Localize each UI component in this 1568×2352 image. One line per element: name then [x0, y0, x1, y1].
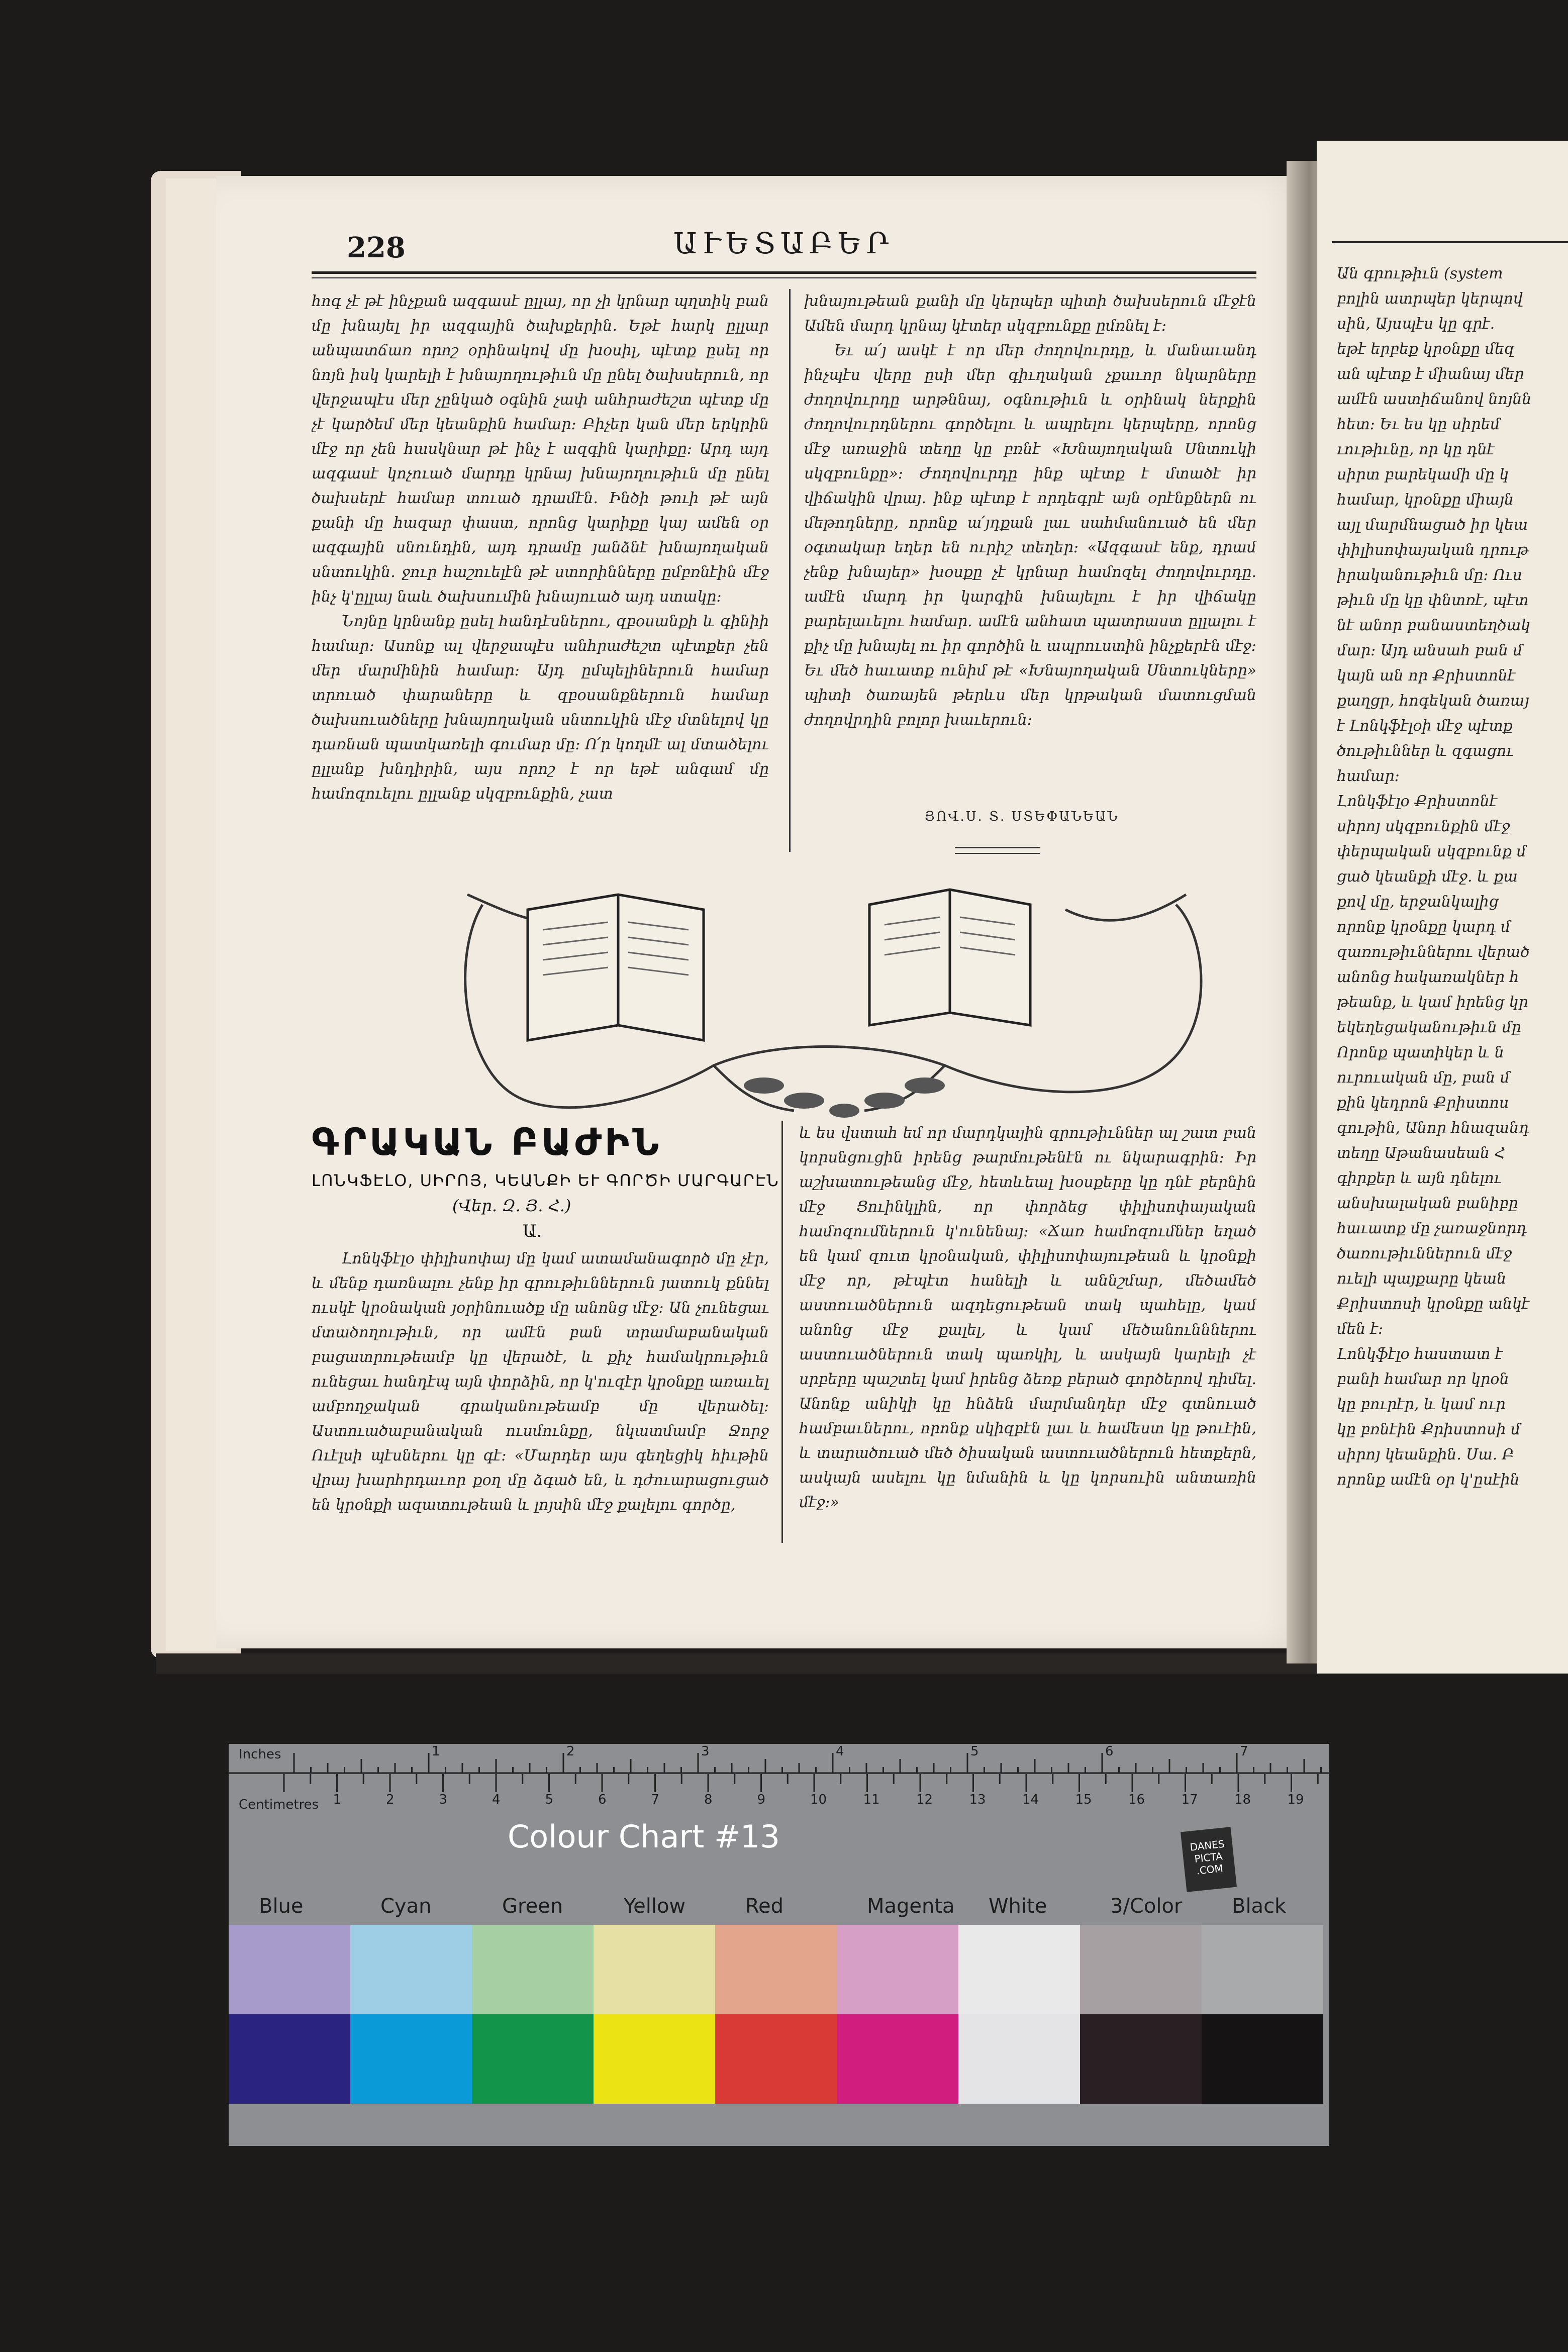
right-page-line: մեն է։	[1337, 1320, 1384, 1338]
article-signature: ՅՈՎ.Ս. Տ. ՍՏԵՓԱՆԵԱՆ	[925, 809, 1119, 824]
section-translator: (Վեր. Զ. Յ. Հ.)	[452, 1196, 571, 1215]
right-page-line: համար։	[1337, 767, 1400, 785]
colour-swatch-full	[958, 2014, 1080, 2104]
colour-swatch-full	[837, 2014, 958, 2104]
right-page-line: ամէն աստիճանով նոյնն	[1337, 390, 1532, 408]
right-page-line: գութին, Անոր հնազանդ	[1337, 1119, 1530, 1137]
right-page-line: ցած կեանքի մէջ. և քա	[1337, 868, 1518, 886]
section-title: ԳՐԱԿԱՆ ԲԱԺԻՆ	[312, 1121, 662, 1164]
right-page-header-rule	[1332, 241, 1568, 243]
ruler-inches-label: Inches	[239, 1747, 281, 1762]
inch-tick-label: 8	[1375, 1744, 1383, 1759]
right-page-line: բոլին ատրպեր կերպով	[1337, 290, 1523, 308]
colour-label: Yellow	[624, 1895, 686, 1918]
cm-tick-label: 6	[598, 1792, 607, 1807]
header-rule-thin	[312, 277, 1256, 278]
right-page-line: քաղցր, հոգեկան ծառայ	[1337, 692, 1529, 710]
section-letter: Ա.	[523, 1221, 542, 1241]
cm-tick-label: 19	[1287, 1792, 1304, 1807]
paragraph: Լոնկֆէլօ փիլիսոփայ մը կամ ատամանագործ մը չէր, և մենք դառնալու չենք իր գրութիւններուն յատուկ քննել ուսկէ կրօնական յօրինուածք մը անոնց մէջ։ Ան չունեցաւ մտածողութիւն, որ ամէն բան տրամաբանական բացատրութեամբ կը վերածէ, և քիչ համակրութիւն ունեցաւ հանդէպ այն փորձին, որ կ'ուզէր կրօնքը առաւել ամբողջական գրականութեամբ մը վերածել։ Աստուածաբանական ուսմունքը, նկատմամբ Ջորջ Ուէլսի պէսներու կը գէ։ «Մարդեր այս գեղեցիկ հիւթին վրայ խարհրդաւոր քօղ մը ձգած են, և դժուարացուցած են կրօնքի ազատութեան և լոյսին մէջ քալելու գործը,	[312, 1250, 769, 1514]
colour-swatch-full	[472, 2014, 594, 2104]
cm-tick-label: 7	[651, 1792, 660, 1807]
colour-label: Green	[502, 1895, 563, 1918]
right-page-line: թիւն մը կը փնտռէ, պէտ	[1337, 592, 1529, 609]
column-bottom-left	[312, 1246, 769, 1543]
right-page-line: տեղը Աթանասեան Հ	[1337, 1144, 1506, 1162]
inch-tick-label: 1	[432, 1744, 440, 1759]
right-page-line: կը բուրէր, և կամ ուր	[1337, 1396, 1506, 1413]
cm-tick-label: 18	[1234, 1792, 1251, 1807]
paragraph: խնայութեան քանի մը կերպեր պիտի ծախսերուն մէջէն Ամեն մարդ կրնայ կէտեր սկզբունքը ըմռնել է։	[804, 292, 1256, 335]
right-page-line: որոնք կրօնքը կարդ մ	[1337, 918, 1511, 936]
right-page-line: փիլիսոփայական դրութ	[1337, 541, 1529, 559]
right-page-line: իրականութիւն մը։ Ուս	[1337, 566, 1522, 584]
colour-label: Red	[745, 1895, 783, 1918]
signature-rule-thin	[955, 853, 1040, 854]
colour-chart	[229, 1744, 1383, 2146]
right-page-line: զառութիւններու վերած	[1337, 943, 1530, 961]
right-page-line: սիրոյ սկզբունքին մէջ	[1337, 818, 1510, 835]
colour-label: Black	[1232, 1895, 1287, 1918]
colour-label: White	[989, 1895, 1047, 1918]
right-page-line: փերպական սկզբունք մ	[1337, 843, 1526, 860]
column-bottom-right	[799, 1121, 1256, 1543]
paragraph: հոգ չէ թէ ինչքան ազգասէ ըլլայ, որ չի կրնար պղտիկ բան մը խնայել իր ազգային ծախքերին. Եթէ հարկ ըլլար անպատճառ որոշ օրինակով մը խօսիլ, պէտք ըսել որ նոյն իսկ կարելի է խնայողութիւն մը ընել ծախսերուն, որ վերջապէս մեր չընկած օգնին չափ անհրաժեշտ պէտք մը չէ կարծեմ մեր կեանքին համար։ Բիչեր կան մեր երկրին մէջ որ չեն հասկնար թէ ինչ է ազգին կարիքը։ Արդ այդ ազգասէ կոչուած մարդը կրնայ խնայողութիւն մը ընել ծախսերէ համար տուած դրամէն. Ինծի թուի թէ այն քանի մը հազար փաստ, որոնց կարիքը կայ ամեն օր ազգային սնունդին, այդ դրամը յանձնէ խնայողական սնտուկին. ջուր հաշուելէն թէ ստորինները ըմբռնէին մէջ ինչ կ'ըլլայ նաև ծախսումին խնայուած այդ ստակը։	[312, 292, 769, 606]
right-page-line: Լոնկֆէլօ Քրիստոնէ	[1337, 793, 1498, 810]
right-page-line: բանի համար որ կրօն	[1337, 1370, 1509, 1388]
right-page-line: ուելի պայքարը կեան	[1337, 1270, 1507, 1288]
right-page-line: քին կեդրոն Քրիստոս	[1337, 1094, 1509, 1112]
right-page-line: գիրքեր և այն դնելու	[1337, 1169, 1502, 1187]
cm-tick-label: 16	[1128, 1792, 1145, 1807]
right-page-line: Ան գրութիւն (system	[1337, 265, 1503, 282]
colour-swatch-light	[715, 1925, 837, 2014]
cm-tick-label: 15	[1075, 1792, 1092, 1807]
right-page-line: կը բռնէին Քրիստոսի մ	[1337, 1421, 1521, 1438]
cm-tick-label: 5	[545, 1792, 554, 1807]
right-page-line: ւութիւնը, որ կը դնէ	[1337, 441, 1495, 458]
ornament-open-books-icon	[452, 874, 1307, 1126]
right-page-line: համար, կրօնքը միայն	[1337, 491, 1514, 509]
inch-tick-label: 4	[836, 1744, 844, 1759]
inch-tick-label: 3	[701, 1744, 710, 1759]
right-page-line: եկեղեցականութիւն մը	[1337, 1019, 1521, 1036]
column-rule	[781, 1121, 783, 1543]
cm-tick-label: 3	[439, 1792, 448, 1807]
right-page-line: անսխալական բանիբը	[1337, 1195, 1518, 1212]
colour-swatch-full	[594, 2014, 715, 2104]
running-head: ԱՒԵՏԱԲԵՐ	[673, 226, 894, 260]
paragraph: Նոյնը կրնանք ըսել հանդէսներու, զբօսանքի և գինիի համար։ Ասոնք ալ վերջապէս անհրաժեշտ պէտքեր չեն մեր մարմինին համար։ Այդ ըմպելիներուն համար տրուած փարաները և զբօսանքներուն համար ծախսուածները խնայողական սնտուկին մէջ մտնելով կը դառնան պատկառելի գումար մը։ Ո՛ր կողմէ ալ մտածելու ըլլանք խնդիրին, այս որոշ է որ եթէ անգամ մը համոզուելու ըլլանք սկզբունքին, չատ	[312, 613, 769, 803]
right-page-line: Քրիստոսի կրօնքը անկէ	[1337, 1295, 1530, 1313]
colour-swatch-full	[350, 2014, 472, 2104]
right-page-line: է Լոնկֆէլօի մէջ պէտք	[1337, 717, 1513, 735]
right-page-line: մար։ Այդ անսահ բան մ	[1337, 642, 1523, 659]
cm-tick-label: 8	[704, 1792, 713, 1807]
inch-tick-label: 5	[970, 1744, 979, 1759]
right-page-line: Լոնկֆէլօ հաստատ է	[1337, 1345, 1503, 1363]
right-page-line: ան պէտք է միանայ մեր	[1337, 365, 1524, 383]
colour-swatch-light	[1202, 1925, 1323, 2014]
colour-label: 3/Color	[1110, 1895, 1183, 1918]
right-page-line: հաւատք մը չառաջնորդ	[1337, 1220, 1527, 1237]
colour-swatch-full	[229, 2014, 350, 2104]
right-page-line: անոնց հակառակներ հ	[1337, 968, 1519, 986]
signature-rule	[955, 847, 1040, 848]
chart-brand-logo: DANES PICTA .COM	[1181, 1827, 1237, 1892]
inch-tick-label: 6	[1105, 1744, 1114, 1759]
cm-tick-label: 17	[1181, 1792, 1198, 1807]
right-page-line: ուրուական մը, բան մ	[1337, 1069, 1510, 1087]
right-page-line: եթէ երբեք կրօնքը մեզ	[1337, 340, 1515, 358]
right-page-line: Որոնք պատիկեր և ն	[1337, 1044, 1504, 1061]
section-subtitle: ԼՈՆԿՖԷԼՕ, ՍԻՐՈՅ, ԿԵԱՆՔԻ ԵՒ ԳՈՐԾԻ ՄԱՐԳԱՐԷՆ	[312, 1171, 779, 1190]
cm-tick-label: 4	[492, 1792, 501, 1807]
page-number: 228	[347, 231, 406, 264]
cm-tick-label: 12	[916, 1792, 933, 1807]
right-page-text	[1337, 261, 1568, 1493]
right-page-line: հետ։ Եւ ես կը սիրեմ	[1337, 416, 1500, 433]
colour-swatch-full	[715, 2014, 837, 2104]
right-page-line: նէ անոր բանաստեղծակ	[1337, 617, 1531, 634]
colour-swatch-light	[350, 1925, 472, 2014]
paragraph: Եւ ա՛յ ասկէ է որ մեր ժողովուրդը, և մանաւանդ ինչպէս վերը ըսի մեր գիւղական չքաւոր նկարները ժողովուրդը արթննայ, օգնութիւն և օրինակ ներքին ժողովուրդներու գործելու և ապրելու կերպերը, որոնց մէջ առաջին տեղը կը բռնէ «Խնայողական Սնտուկի սկզբունքը»։ Ժողովուրդը ինք պէտք է մտածէ իր վիճակին վրայ. ինք պէտք է որդեգրէ այն օրէնքներն ու մեթոդները, որոնք ա՛յդքան լաւ սահմանուած են մեր օգտակար եղեր են ուրիշ տեղեր։ «Ազգասէ ենք, դրամ չենք խնայեր» խօսքը չէ կրնար համոզել ժողովուրդը. ամէն մարդ իր կարգին խնայելու է իր վիճակը բարելաւելու համար. ամէն անհատ պատրաստ ըլլալու է քիչ մը խնայել ու իր գործին և ապրուստին ինչքերէն մէջ։ Եւ մեծ հաւատք ունիմ թէ «Խնայողական Սնտուկները» պիտի ծառայեն թերևս մեր կրթական մատուցման ժողովրդին բոլոր խաւերուն։	[804, 342, 1256, 729]
colour-swatch-full	[1202, 2014, 1323, 2104]
right-page-line: կայն ան որ Քրիստոնէ	[1337, 667, 1516, 684]
cm-tick-label: 14	[1022, 1792, 1039, 1807]
column-top-left	[312, 289, 769, 867]
ruler-cm-label: Centimetres	[239, 1797, 319, 1812]
right-page-line: սիրոյ կեանքին. Սա. Բ	[1337, 1446, 1515, 1463]
inch-tick-label: 2	[566, 1744, 575, 1759]
right-page-line: այլ մարմնացած իր կեա	[1337, 516, 1528, 534]
colour-swatch-light	[594, 1925, 715, 2014]
colour-swatch-light	[472, 1925, 594, 2014]
colour-swatch-full	[1080, 2014, 1202, 2104]
right-page-line: ծառութիւններուն մէջ	[1337, 1245, 1512, 1262]
colour-label: Blue	[259, 1895, 304, 1918]
cm-tick-label: 2	[386, 1792, 395, 1807]
right-page-line: թեանք, և կամ իրենց կր	[1337, 994, 1528, 1011]
column-rule	[789, 289, 791, 852]
header-rule	[312, 271, 1256, 274]
right-page-line: սին, Այսպէս կը գրէ.	[1337, 315, 1495, 333]
inch-tick-label: 7	[1240, 1744, 1248, 1759]
colour-swatch-light	[837, 1925, 958, 2014]
cm-tick-label: 9	[757, 1792, 766, 1807]
chart-title: Colour Chart #13	[508, 1818, 780, 1855]
cm-tick-label: 10	[810, 1792, 827, 1807]
cm-tick-label: 13	[969, 1792, 986, 1807]
right-page-line: ծութիւններ և զգացու	[1337, 742, 1514, 760]
colour-swatch-light	[958, 1925, 1080, 2014]
cm-tick-label: 1	[333, 1792, 342, 1807]
inch-ruler	[229, 1744, 1329, 1774]
colour-label: Magenta	[867, 1895, 955, 1918]
colour-swatch-light	[1080, 1925, 1202, 2014]
right-page-line: քով մը, երջանկալից	[1337, 893, 1499, 911]
colour-swatch-light	[229, 1925, 350, 2014]
right-page-line: սիրտ բարեկամի մը կ	[1337, 466, 1509, 483]
colour-label: Cyan	[380, 1895, 432, 1918]
cm-tick-label: 11	[863, 1792, 880, 1807]
right-page-line: որոնք ամէն օր կ'ըսէին	[1337, 1471, 1520, 1489]
paragraph: և ես վստահ եմ որ մարդկային գրութիւններ ալ շատ բան կորսնցուցին իրենց թարմութենէն ու նկարագրին։ Իր աշխատութեանց մէջ, հետևեալ խօսքերը կը դնէ բերնին մէջ Ցուինկլին, որ փորձեց փիլիսոփայական համոզումներուն կ'ունենայ։ «Ճառ համոզումներ եղած են կամ զուտ կրօնական, փիլիսոփայութեան և կրօնքի մէջ որ, թէպէտ հանելի և աննշմար, մեծամեծ աստուածներուն ազդեցութեան տակ պահելը, կամ անոնց մէջ քալել, և կամ մեծանունններու աստուածներուն տակ պառկիլ, և ասկայն կարելի չէ սրբերը պաշտել կամ իրենց ձեռք բերած գործերով դիմել. Անոնք անիկի կը հնձեն մարմանդեր մէջ գտնուած համբաւներու, որոնք սկիզբէն լաւ և համեստ կը թուէին, և տարածուած մեծ ծիսական աստուածներուն հետքերն, ասկայն ասելու կը նմանին և կը կորսուին անտառին մէջ։»	[799, 1124, 1256, 1511]
column-top-right	[804, 289, 1256, 812]
